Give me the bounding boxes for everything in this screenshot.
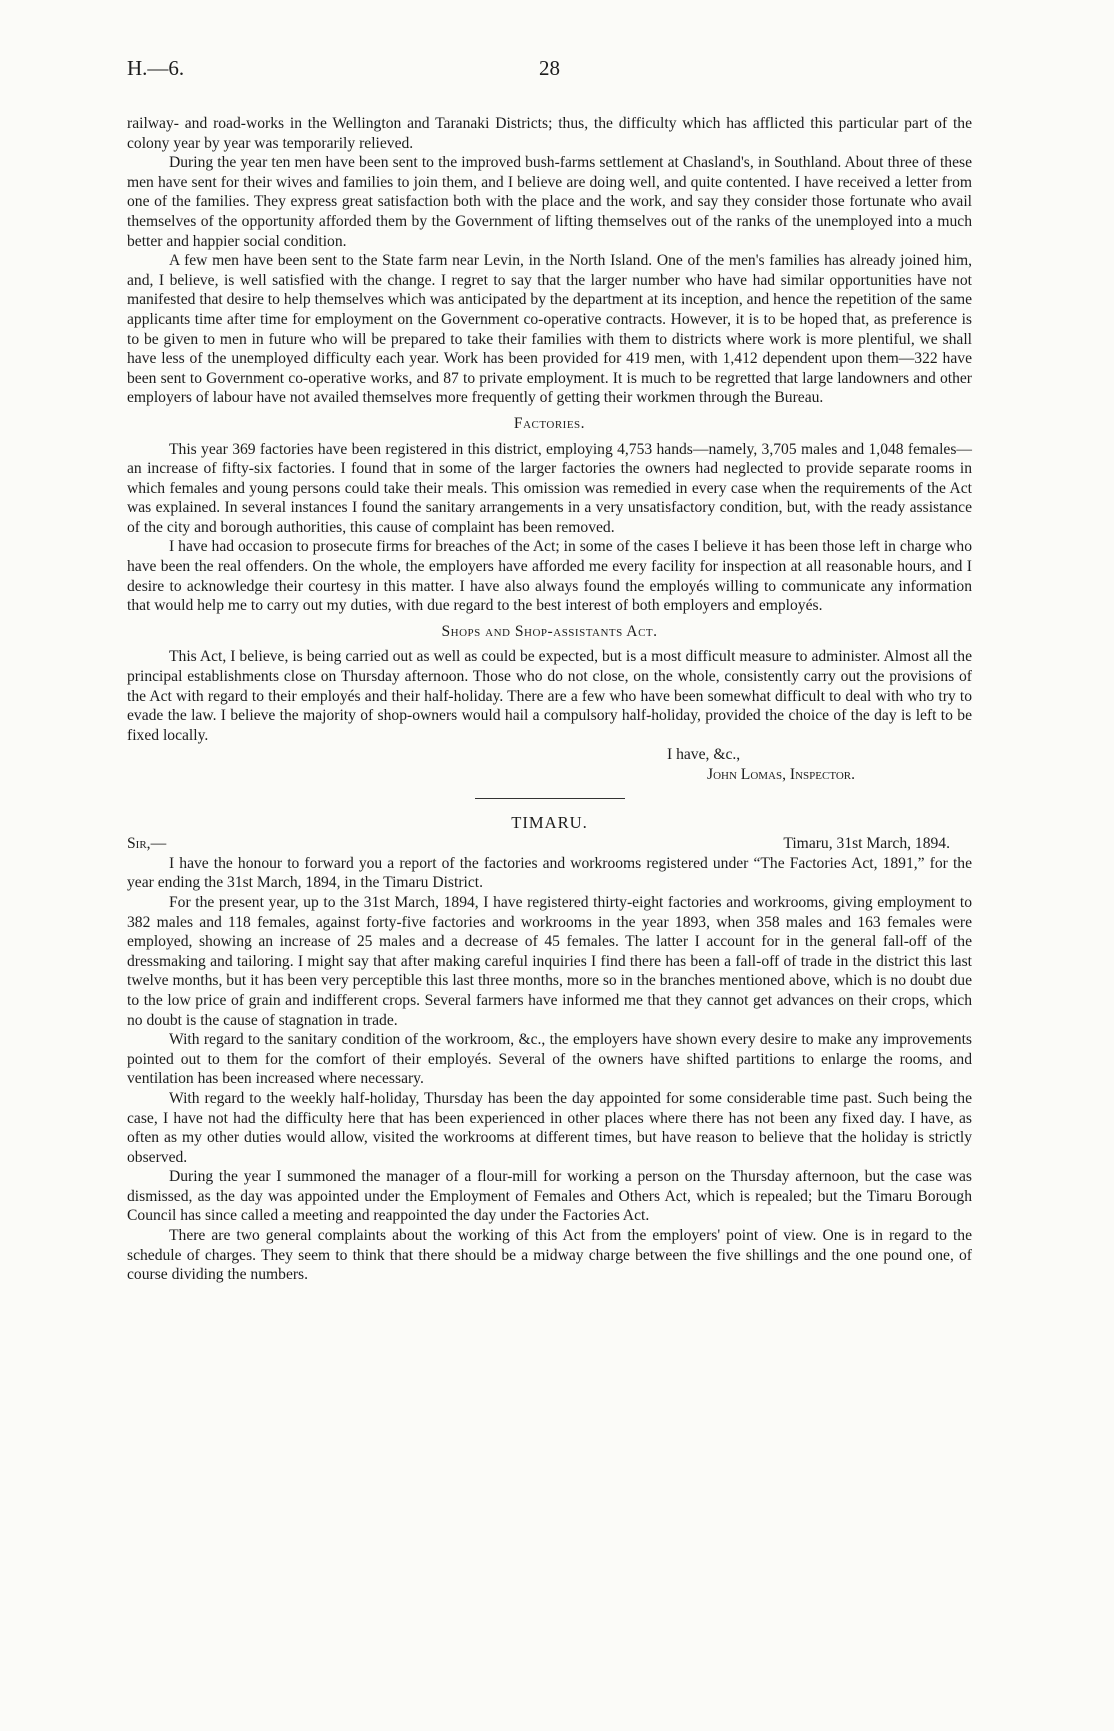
section-heading-factories: Factories. xyxy=(513,414,586,432)
report-place-heading: TIMARU. xyxy=(511,812,588,832)
paragraph: For the present year, up to the 31st March, 1894, I have registered thirty-eight factories and workrooms, giving employment to 382 males and 118 females, against forty-five factories and workrooms in the year 1893, when 358 males and 163 females were employed, showing an increase of 25 males and a decrease of 45 females. The latter I account for in the general fall-off of the dressmaking and tailoring. I might say that after making careful inquiries I find there has been a fall-off of trade in the district this last twelve months, but it has been very perceptible this last three months, more so in the branches mentioned above, which is no doubt due to the low price of grain and indifferent crops. Several farmers have informed me that they cannot get advances on their crops, which no doubt is the cause of stagnation in trade. xyxy=(127,893,972,1029)
paragraph: During the year I summoned the manager of a flour-mill for working a person on the Thursday afternoon, but the case was dismissed, as the day was appointed under the Employment of Females and Others Act, which is repealed; but the Timaru Borough Council has since called a meeting and reappointed the day under the Factories Act. xyxy=(127,1168,972,1225)
paragraph: This Act, I believe, is being carried out as well as could be expected, but is a most difficult measure to administer. Almost all the principal establishments close on Thursday afternoon. Those who do not close, on the whole, consistently carry out the provisions of the Act with regard to their employés and their half-holiday. There are a few who have been somewhat difficult to deal with who try to evade the law. I believe the majority of shop-owners would hail a compulsory half-holiday, provided the choice of the day is left to be fixed locally. xyxy=(127,648,972,744)
paragraph: This year 369 factories have been registered in this district, employing 4,753 hands—namely, 3,705 males and 1,048 females—an increase of fifty-six factories. I found that in some of the larger factories the owners had neglected to provide separate rooms in which females and young persons could take their meals. This omission was remedied in every case when the requirements of the Act was explained. In several instances I found the sanitary arrangements in a very unsatisfactory condition, but, with the ready assistance of the city and borough authorities, this cause of complaint has been removed. xyxy=(127,440,972,536)
page-body xyxy=(127,114,972,1285)
signature-name: John Lomas, Inspector. xyxy=(707,766,856,783)
section-heading-shops: Shops and Shop-assistants Act. xyxy=(441,622,658,640)
salutation-row xyxy=(127,834,972,854)
page-header xyxy=(127,56,972,86)
paragraph: I have the honour to forward you a report of the factories and workrooms registered under “The Factories Act, 1891,” for the year ending the 31st March, 1894, in the Timaru District. xyxy=(127,854,972,892)
paragraph: With regard to the weekly half-holiday, Thursday has been the day appointed for some considerable time past. Such being the case, I have not had the difficulty here that has been experienced in other places where there has not been any fixed day. I have, as often as my other duties would allow, visited the workrooms at different times, but have reason to believe that the holiday is strictly observed. xyxy=(127,1089,972,1166)
paragraph: During the year ten men have been sent to the improved bush-farms settlement at Chasland's, in Southland. About three of these men have sent for their wives and families to join them, and I believe are doing well, and quite contented. I have received a letter from one of the families. They express great satisfaction both with the place and the work, and say they consider those fortunate who avail themselves of the opportunity afforded them by the Government of lifting themselves out of the ranks of the unemployed into a much better and happier social condition. xyxy=(127,154,972,250)
paragraph: railway- and road-works in the Wellington and Taranaki Districts; thus, the difficulty which has afflicted this particular part of the colony year by year was temporarily relieved. xyxy=(127,115,972,152)
signoff: I have, &c., xyxy=(667,746,741,764)
paragraph: With regard to the sanitary condition of the workroom, &c., the employers have shown every desire to make any improvements pointed out to them for the comfort of their employés. Several of the owners have shifted partitions to enlarge the rooms, and ventilation has been increased where necessary. xyxy=(127,1031,972,1088)
paragraph: I have had occasion to prosecute firms for breaches of the Act; in some of the cases I believe it has been those left in charge who have been the real offenders. On the whole, the employers have afforded me every facility for inspection at all reasonable hours, and I desire to acknowledge their courtesy in this matter. I have also always found the employés willing to communicate any information that would help me to carry out my duties, with due regard to the best interest of both employers and employés. xyxy=(127,538,972,615)
section-divider xyxy=(475,798,625,799)
document-reference: H.—6. xyxy=(127,56,185,80)
paragraph: There are two general complaints about the working of this Act from the employers' point of view. One is in regard to the schedule of charges. They seem to think that there should be a midway charge between the five shillings and the one pound one, of course dividing the numbers. xyxy=(127,1227,972,1284)
salutation: Sir,— xyxy=(127,835,167,853)
paragraph: A few men have been sent to the State farm near Levin, in the North Island. One of the men's families has already joined him, and, I believe, is well satisfied with the change. I regret to say that the larger number who have had similar opportunities have not manifested that desire to help themselves which was anticipated by the department at its inception, and hence the repetition of the same applicants time after time for employment on the Government co-operative contracts. However, it is to be hoped that, as preference is to be given to men in future who will be prepared to take their families with them to districts where work is more plentiful, we shall have less of the unemployed difficulty each year. Work has been provided for 419 men, with 1,412 dependent upon them—322 have been sent to Government co-operative works, and 87 to private employment. It is much to be regretted that large landowners and other employers of labour have not availed themselves more frequently of getting their workmen through the Bureau. xyxy=(127,252,972,407)
letter-date: Timaru, 31st March, 1894. xyxy=(783,835,950,853)
page-number: 28 xyxy=(539,56,560,80)
